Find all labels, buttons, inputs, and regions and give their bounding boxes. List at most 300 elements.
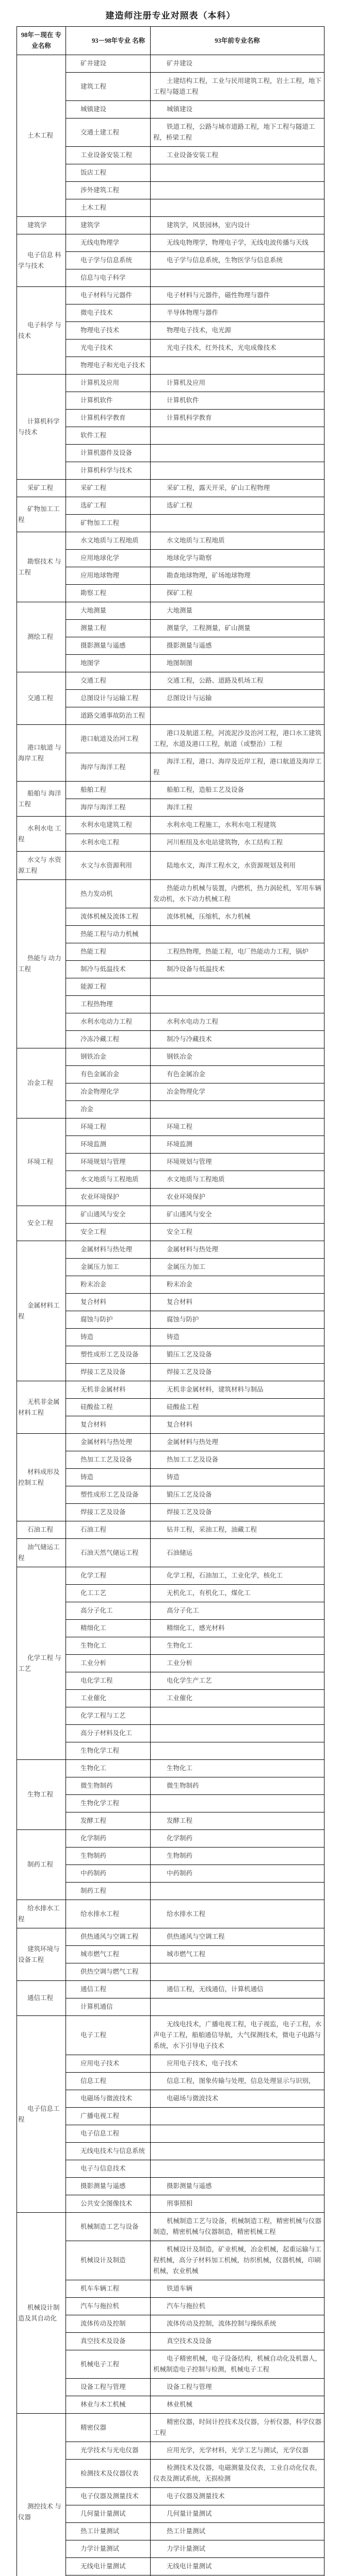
group-cell-98-now: 土木工程 [17,55,66,217]
cell-pre93-major [151,926,324,943]
group-cell-98-now: 水文与 水资源工程 [17,852,66,880]
cell-93-98-major: 热能工程与动力机械 [66,926,151,943]
cell-pre93-major [151,462,324,480]
cell-pre93-major: 地图制图 [151,655,324,672]
cell-pre93-major [151,357,324,375]
cell-pre93-major: 总图设计与运输 [151,690,324,707]
cell-pre93-major: 石油储运 [151,1539,324,1567]
cell-93-98-major: 金属压力加工 [66,1259,151,1276]
cell-93-98-major: 化工工艺 [66,1585,151,1602]
table-row [17,497,324,515]
cell-pre93-major: 摄影测量与遥感 [151,637,324,655]
cell-pre93-major: 工业分析 [151,1655,324,1672]
cell-93-98-major: 检测技术及仪器仪表 [66,2460,151,2488]
cell-93-98-major [66,2575,151,2576]
cell-93-98-major: 工业分析 [66,1655,151,1672]
cell-93-98-major: 测量工程 [66,620,151,637]
cell-93-98-major: 生物化学工程 [66,1795,151,1812]
cell-93-98-major: 农业环境保护 [66,1189,151,1206]
cell-93-98-major: 给水排水工程 [66,1900,151,1928]
cell-93-98-major: 金属材料与热处理 [66,1434,151,1451]
cell-pre93-major: 电子学与信息系统，生物医学与信息系统 [151,252,324,269]
cell-pre93-major: 陆地水文，海洋工程水文，水资源规划及利用 [151,852,324,880]
cell-pre93-major: 物理电子技术，电光源 [151,322,324,340]
cell-pre93-major [151,707,324,725]
cell-93-98-major: 应用地球物理 [66,567,151,585]
cell-pre93-major: 复合材料 [151,1416,324,1434]
cell-pre93-major: 海洋工程 [151,799,324,817]
cell-93-98-major: 光学技术与光电仪器 [66,2442,151,2460]
cell-pre93-major: 林业机械 [151,2396,324,2414]
cell-pre93-major: 化学制药 [151,1830,324,1848]
cell-pre93-major: 检测技术及仪器，电磁测量及仪表，工业自动化仪表，仪表及测试系统，无损检测 [151,2460,324,2488]
cell-pre93-major: 水利水电动力工程 [151,1013,324,1031]
cell-pre93-major: 探矿工程 [151,585,324,602]
cell-pre93-major: 光电子技术，红外技术，光电成像技术 [151,340,324,357]
cell-pre93-major: 测量学，工程测量，矿山测量 [151,620,324,637]
table-row [17,1830,324,1848]
cell-93-98-major: 机车车辆工程 [66,2280,151,2298]
cell-93-98-major: 公共安全图像技术 [66,2195,151,2213]
cell-93-98-major: 钢铁冶金 [66,1048,151,1066]
cell-93-98-major: 硅酸盐工程 [66,1399,151,1416]
group-cell-98-now: 建筑环境与 设备工程 [17,1928,66,1981]
cell-93-98-major: 计算机科学与技术 [66,462,151,480]
cell-pre93-major: 粉末冶金 [151,1276,324,1294]
cell-pre93-major: 勘查地球物理，矿场地球物理 [151,567,324,585]
cell-pre93-major: 地球化学与勘察 [151,550,324,567]
cell-93-98-major: 城镇建设 [66,101,151,118]
table-body [17,55,324,2576]
group-cell-98-now: 矿物加工工程 [17,497,66,532]
cell-pre93-major: 钻井工程，采油工程，油藏工程 [151,1521,324,1539]
cell-93-98-major: 海岸与海洋工程 [66,753,151,782]
table-row [17,2016,324,2055]
group-cell-98-now: 石油工程 [17,1521,66,1539]
cell-pre93-major: 电磁场与微波技术 [151,2090,324,2108]
cell-93-98-major: 生物化工 [66,1637,151,1655]
cell-93-98-major: 无线电物理学 [66,234,151,252]
cell-93-98-major: 水利水电动力工程 [66,1013,151,1031]
cell-pre93-major [151,427,324,445]
cell-93-98-major: 信息与电子科学 [66,269,151,287]
table-row [17,672,324,690]
cell-pre93-major: 无机非金属材料，建筑材料与制品 [151,1381,324,1399]
table-row [17,725,324,753]
cell-93-98-major: 高分子材料及化工 [66,1725,151,1742]
cell-93-98-major: 制冷与低温技术 [66,961,151,978]
group-cell-98-now: 化学工程 与工艺 [17,1567,66,1760]
cell-pre93-major: 摄影测量与遥感 [151,2178,324,2195]
cell-93-98-major: 高分子化工 [66,1602,151,1620]
cell-pre93-major: 应用电子技术，电子技术 [151,2055,324,2073]
cell-93-98-major: 电子信息工程 [66,2125,151,2143]
cell-pre93-major: 矿井建设 [151,55,324,73]
cell-93-98-major: 摄影测量与遥感 [66,637,151,655]
cell-93-98-major: 工业催化 [66,1690,151,1707]
cell-93-98-major: 采矿工程 [66,480,151,497]
cell-pre93-major: 金属材料与热处理 [151,1434,324,1451]
table-row [17,480,324,497]
cell-pre93-major: 船舶工程，造船工艺及设备 [151,782,324,799]
cell-pre93-major: 中药制药 [151,1865,324,1883]
cell-93-98-major: 微生物制药 [66,1777,151,1795]
cell-pre93-major: 供热通风与空调工程 [151,1928,324,1946]
cell-pre93-major: 无线电物理学，物理电子学，无线电波传播与天线 [151,234,324,252]
group-cell-98-now: 水利水电 工程 [17,817,66,852]
cell-93-98-major: 交通工程 [66,672,151,690]
cell-93-98-major: 计算机及应用 [66,375,151,392]
group-cell-98-now: 计算机科学 与技术 [17,375,66,480]
cell-pre93-major: 有色金属冶金 [151,1066,324,1083]
cell-pre93-major [151,1742,324,1760]
cell-93-98-major: 计算机器件及设备 [66,445,151,462]
cell-93-98-major: 冶金 [66,1101,151,1118]
cell-93-98-major: 精细化工 [66,1620,151,1637]
cell-93-98-major: 工业设备安装工程 [66,147,151,164]
cell-93-98-major: 大地测量 [66,602,151,620]
cell-pre93-major: 机械制造工艺与设备，机械制造工程，精密机械与仪器制造，精密机械与仪器制造，精密机械工程 [151,2213,324,2241]
cell-pre93-major: 金属材料与热处理 [151,1241,324,1259]
cell-pre93-major: 选矿工程 [151,497,324,515]
cell-pre93-major: 给水排水工程 [151,1900,324,1928]
table-row [17,1434,324,1451]
cell-pre93-major [151,199,324,217]
table-row [17,287,324,304]
cell-pre93-major: 工程热物理，热能工程，电厂热能动力工程，锅炉 [151,943,324,961]
cell-93-98-major: 地图学 [66,655,151,672]
cell-pre93-major: 工业催化 [151,1690,324,1707]
cell-pre93-major: 海洋工程，港口、海岸及近岸工程，港口航道及海岸工程 [151,753,324,782]
cell-pre93-major [151,445,324,462]
cell-pre93-major: 半导体物理与器件 [151,304,324,322]
cell-pre93-major [151,164,324,182]
table-row [17,55,324,73]
cell-93-98-major: 水文地质与工程地质 [66,1171,151,1189]
group-cell-98-now: 安全工程 [17,1206,66,1241]
cell-pre93-major: 电子材料与元器件，磁性物理与器件 [151,287,324,304]
cell-93-98-major: 复合材料 [66,1416,151,1434]
cell-93-98-major: 电子工程 [66,2016,151,2055]
cell-93-98-major: 流体机械及流体工程 [66,908,151,926]
cell-pre93-major: 交通工程，公路、道路及机场工程 [151,672,324,690]
cell-pre93-major [151,2143,324,2160]
cell-pre93-major: 钢铁冶金 [151,1048,324,1066]
cell-pre93-major [151,1998,324,2016]
cell-93-98-major: 焊接工艺及设备 [66,1504,151,1521]
group-cell-98-now: 金属材料工程 [17,1241,66,1381]
group-cell-98-now: 电子科学 与技术 [17,287,66,375]
cell-pre93-major: 金属压力加工 [151,1259,324,1276]
cell-pre93-major: 土建结构工程，工业与民用建筑工程，岩土工程，地下工程与隧道工程 [151,73,324,101]
cell-93-98-major: 无线电技术与信息系统 [66,2143,151,2160]
cell-93-98-major: 应用地球化学 [66,550,151,567]
table-row [17,1241,324,1259]
cell-pre93-major: 热工计量测试 [151,2523,324,2540]
cell-93-98-major: 应用电子技术 [66,2055,151,2073]
cell-93-98-major: 塑性成形工艺及设备 [66,1486,151,1504]
cell-93-98-major: 几何量计量测试 [66,2505,151,2523]
cell-93-98-major: 生物制药 [66,1848,151,1865]
group-cell-98-now: 制药工程 [17,1830,66,1900]
cell-93-98-major: 精密仪器 [66,2414,151,2442]
cell-93-98-major: 中药制药 [66,1865,151,1883]
cell-93-98-major: 电子学与信息系统 [66,252,151,269]
cell-93-98-major: 水利水电工程 [66,834,151,852]
cell-pre93-major: 铸造 [151,1329,324,1346]
cell-pre93-major: 高分子化工 [151,1602,324,1620]
group-cell-98-now: 材料成形及 控制工程 [17,1434,66,1521]
cell-pre93-major: 大地测量 [151,602,324,620]
cell-pre93-major: 电子仪器及测量技术 [151,2488,324,2505]
cell-93-98-major: 安全工程 [66,1224,151,1241]
cell-pre93-major [151,2108,324,2125]
cell-93-98-major: 水文地质与工程地质 [66,532,151,550]
cell-pre93-major: 水利水电工程施工，水利水电工程建筑 [151,817,324,834]
cell-93-98-major: 机械电子工程 [66,2350,151,2379]
cell-93-98-major: 真空技术及设备 [66,2333,151,2350]
group-cell-98-now: 采矿工程 [17,480,66,497]
cell-93-98-major: 摄影测量与遥感 [66,2178,151,2195]
cell-93-98-major: 环境监测 [66,1136,151,1154]
page-title: 建造师注册专业对照表（本科） [0,8,341,21]
cell-93-98-major: 供热通风与空调工程 [66,1928,151,1946]
cell-pre93-major: 制冷设备与低温技术 [151,961,324,978]
cell-pre93-major: 环境工程 [151,1118,324,1136]
cell-93-98-major: 电子与信息技术 [66,2160,151,2178]
cell-pre93-major: 水文地质与工程地质 [151,532,324,550]
cell-pre93-major: 电子精密机械，电子设备结构，机械自动化及机器人，机械制造电子控制与检测，机械电子工程 [151,2350,324,2379]
group-cell-98-now: 船舶与 海洋工程 [17,782,66,817]
cell-pre93-major: 真空技术及设备 [151,2333,324,2350]
cell-93-98-major: 水文与水资源利用 [66,852,151,880]
cell-93-98-major: 能源工程 [66,978,151,996]
group-cell-98-now: 电子信息 科学与技术 [17,234,66,287]
cell-pre93-major: 生物制药 [151,1848,324,1865]
cell-93-98-major: 石油天然气储运工程 [66,1539,151,1567]
group-cell-98-now: 无机非金属 材料工程 [17,1381,66,1434]
table-row [17,1381,324,1399]
majors-table [17,26,324,2576]
cell-pre93-major: 采矿工程，露天开采，矿山工程物理 [151,480,324,497]
cell-pre93-major: 环境监测 [151,1136,324,1154]
cell-93-98-major: 电子仪器及测量技术 [66,2488,151,2505]
cell-pre93-major: 计算机软件 [151,392,324,410]
cell-pre93-major: 矿山通风与安全 [151,1206,324,1224]
cell-pre93-major: 环境规划与管理 [151,1154,324,1171]
table-row [17,1900,324,1928]
cell-pre93-major: 制冷与冷藏技术 [151,1031,324,1048]
group-cell-98-now: 测控技术 与仪器 [17,2414,66,2576]
cell-93-98-major: 铸造 [66,1469,151,1486]
cell-93-98-major: 广播电视工程 [66,2108,151,2125]
cell-pre93-major: 力学计量测试 [151,2540,324,2558]
cell-pre93-major: 流体传动及控制，流体控制与操纵系统 [151,2315,324,2333]
table-row [17,1567,324,1585]
cell-pre93-major: 通信工程，无线通信，计算机通信 [151,1981,324,1998]
cell-93-98-major: 化学工程与工艺 [66,1707,151,1725]
cell-93-98-major: 计算机科学教育 [66,410,151,427]
cell-93-98-major: 物理电子技术 [66,322,151,340]
table-row [17,852,324,880]
cell-pre93-major: 安全工程 [151,1224,324,1241]
cell-pre93-major: 生物化工 [151,1637,324,1655]
cell-93-98-major: 金属材料与热处理 [66,1241,151,1259]
cell-pre93-major: 汽车与拖拉机 [151,2298,324,2315]
cell-pre93-major: 建筑学，风景园林，室内设计 [151,217,324,234]
cell-pre93-major [151,269,324,287]
cell-pre93-major: 城镇建设 [151,101,324,118]
cell-pre93-major: 机械设计及制造，矿业机械，冶金机械，起重运输与工程机械，高分子材料加工机械，纺织机械，仪器机械，印刷机械，农业机械 [151,2241,324,2280]
cell-pre93-major: 硅酸盐工程 [151,1399,324,1416]
cell-93-98-major: 水利水电建筑工程 [66,817,151,834]
table-row [17,217,324,234]
table-row [17,2414,324,2442]
header-row [17,27,324,55]
cell-pre93-major [151,2125,324,2143]
cell-93-98-major: 涉外建筑工程 [66,182,151,199]
cell-pre93-major [151,515,324,532]
cell-93-98-major: 热加工工艺及设备 [66,1451,151,1469]
cell-93-98-major: 汽车与拖拉机 [66,2298,151,2315]
table-row [17,880,324,908]
cell-93-98-major: 土木工程 [66,199,151,217]
cell-pre93-major: 无线电技术，广播电视工程，电子视监，电子工程，水声电子工程，船舶通信导航，大气探测技术，微电子电路与系统，水下引导电子技术 [151,2016,324,2055]
cell-93-98-major: 通信工程 [66,1981,151,1998]
cell-pre93-major: 锻压工艺及设备 [151,1486,324,1504]
cell-pre93-major [151,996,324,1013]
cell-pre93-major: 焊接工艺及设备 [151,1364,324,1381]
cell-93-98-major: 林业与木工机械 [66,2396,151,2414]
cell-pre93-major: 港口及航道工程，河流泥沙及治河工程，港口水工建筑工程，水道及港口工程，航道（或整治）工程 [151,725,324,753]
cell-93-98-major: 环境工程 [66,1118,151,1136]
cell-93-98-major: 计算机通信 [66,1998,151,2016]
cell-pre93-major: 精细化工，感光材料 [151,1620,324,1637]
cell-pre93-major: 电化学生产工艺 [151,1672,324,1690]
cell-pre93-major: 无机化工，有机化工，煤化工 [151,1585,324,1602]
cell-pre93-major: 焊接工艺及设备 [151,1504,324,1521]
cell-pre93-major: 农业环境保护 [151,1189,324,1206]
group-cell-98-now: 港口航道 与海岸工程 [17,725,66,782]
cell-pre93-major [151,1795,324,1812]
cell-pre93-major: 几何量计量测试 [151,2505,324,2523]
cell-93-98-major: 物理电子和光电子技术 [66,357,151,375]
cell-pre93-major: 应用光学，光学材料，光学工艺与测试，光学仪器 [151,2442,324,2460]
cell-pre93-major [151,2575,324,2576]
cell-93-98-major: 热能工程 [66,943,151,961]
cell-93-98-major: 铸造 [66,1329,151,1346]
cell-93-98-major: 计算机软件 [66,392,151,410]
cell-pre93-major: 工业设备安装工程 [151,147,324,164]
cell-pre93-major: 刑事照相 [151,2195,324,2213]
header-col-93-98: 93－98年专业 名称 [66,27,151,55]
table-row [17,1539,324,1567]
group-cell-98-now: 油气储运工程 [17,1539,66,1567]
cell-93-98-major: 电子材料与元器件 [66,287,151,304]
table-row [17,234,324,252]
group-cell-98-now: 冶金工程 [17,1048,66,1118]
cell-pre93-major: 生物化工 [151,1760,324,1777]
cell-93-98-major: 勘察工程 [66,585,151,602]
table-row [17,1928,324,1946]
table-row [17,532,324,550]
cell-pre93-major: 锻压工艺及设备 [151,1346,324,1364]
cell-93-98-major: 矿物加工工程 [66,515,151,532]
cell-pre93-major [151,2160,324,2178]
cell-93-98-major: 电化学工程 [66,1672,151,1690]
cell-pre93-major: 热能动力机械与装置，内燃机，热力涡轮机，军用车辆发动机，水下动力机械工程 [151,880,324,908]
table-row [17,1118,324,1136]
cell-93-98-major: 建筑工程 [66,73,151,101]
table-row [17,817,324,834]
cell-pre93-major: 腐蚀与防护 [151,1311,324,1329]
cell-93-98-major: 塑性成形工艺及设备 [66,1346,151,1364]
cell-93-98-major: 港口航道及治河工程 [66,725,151,753]
group-cell-98-now: 机械设计制 造及其自动化 [17,2213,66,2414]
cell-pre93-major [151,1101,324,1118]
cell-93-98-major: 石油工程 [66,1521,151,1539]
cell-pre93-major: 复合材料 [151,1294,324,1311]
cell-93-98-major: 交通土建工程 [66,118,151,147]
cell-pre93-major: 计算机及应用 [151,375,324,392]
cell-93-98-major: 腐蚀与防护 [66,1311,151,1329]
cell-93-98-major: 力学计量测试 [66,2540,151,2558]
cell-pre93-major: 信息工程，图象传输与处理，信息处理显示与识别， [151,2073,324,2090]
cell-pre93-major: 发酵工程 [151,1812,324,1830]
cell-pre93-major: 铁道车辆 [151,2280,324,2298]
header-col-98-now: 98年－现在 专业名称 [17,27,66,55]
group-cell-98-now: 环境工程 [17,1118,66,1206]
cell-93-98-major: 矿井建设 [66,55,151,73]
cell-93-98-major: 总图设计与运输工程 [66,690,151,707]
header-col-pre93: 93年前专业名称 [151,27,324,55]
cell-93-98-major: 工程热物理 [66,996,151,1013]
cell-93-98-major: 生物化学工程 [66,1742,151,1760]
group-cell-98-now: 建筑学 [17,217,66,234]
cell-pre93-major: 城市燃气工程 [151,1946,324,1963]
cell-93-98-major: 海岸与海洋工程 [66,799,151,817]
cell-pre93-major [151,1883,324,1900]
cell-pre93-major [151,182,324,199]
cell-pre93-major: 水文地质与工程地质 [151,1171,324,1189]
group-cell-98-now: 给水排水工程 [17,1900,66,1928]
cell-93-98-major: 粉末冶金 [66,1276,151,1294]
table-row [17,2213,324,2241]
cell-pre93-major [151,1707,324,1725]
cell-93-98-major: 焊接工艺及设备 [66,1364,151,1381]
cell-pre93-major: 微生物制药 [151,1777,324,1795]
cell-93-98-major: 生物化工 [66,1760,151,1777]
table-row [17,375,324,392]
cell-pre93-major: 河川枢纽及水电站建筑物，水工结构工程 [151,834,324,852]
cell-93-98-major: 机械设计及制造 [66,2241,151,2280]
cell-93-98-major: 流体传动及控制 [66,2315,151,2333]
group-cell-98-now: 热能与 动力工程 [17,880,66,1048]
group-cell-98-now: 通信工程 [17,1981,66,2016]
cell-93-98-major: 建筑学 [66,217,151,234]
group-cell-98-now: 生物工程 [17,1760,66,1830]
cell-pre93-major: 精密仪器，时间计控技术及仪器，分析仪器，科学仪器工程 [151,2414,324,2442]
cell-pre93-major: 铁道工程，公路与城市道路工程，地下工程与隧道工程，桥梁工程 [151,118,324,147]
cell-93-98-major: 城市燃气工程 [66,1946,151,1963]
group-cell-98-now: 交通工程 [17,672,66,725]
cell-93-98-major: 道路交通事故防治工程 [66,707,151,725]
table-row [17,1048,324,1066]
group-cell-98-now: 电子信息工程 [17,2016,66,2213]
cell-pre93-major [151,1963,324,1981]
table-row [17,1206,324,1224]
table-row [17,1521,324,1539]
